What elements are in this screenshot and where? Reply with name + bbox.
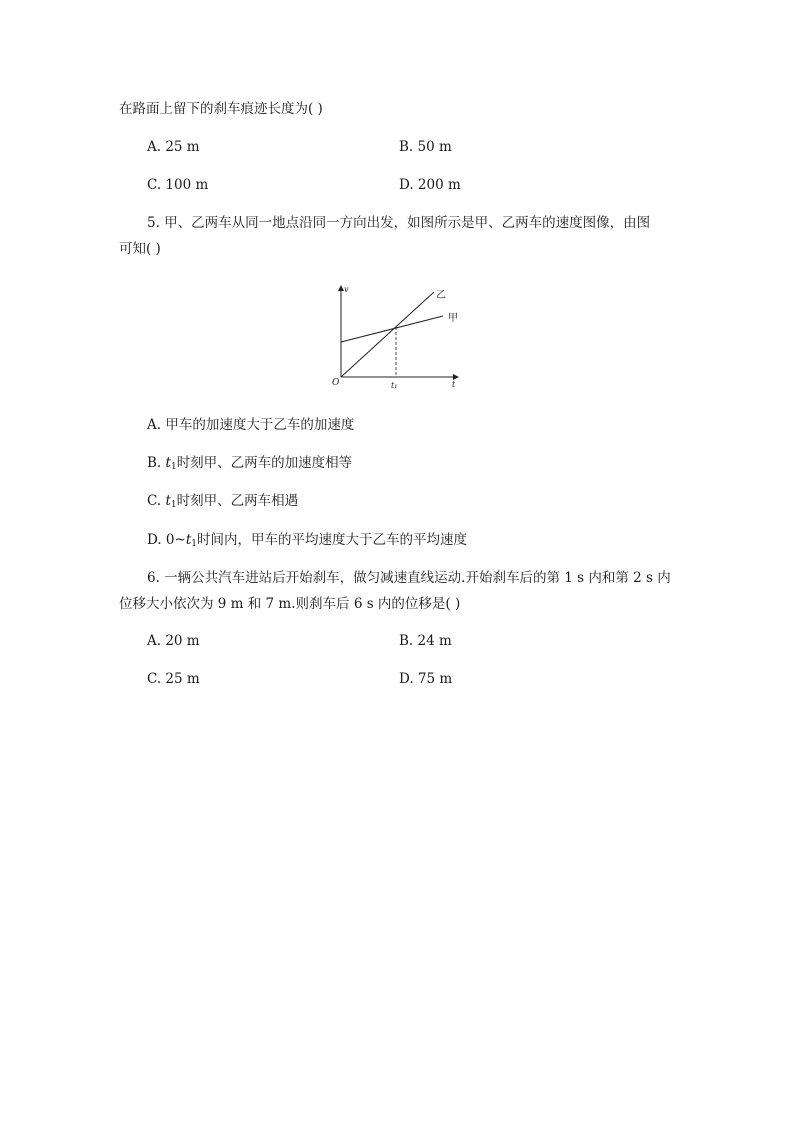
q4-option-a[interactable]: A. 25 m — [147, 139, 200, 155]
q4-option-d[interactable]: D. 200 m — [399, 177, 461, 193]
v-axis-label: v — [344, 285, 349, 294]
t1-symbol: t — [165, 493, 171, 509]
t1-label: t₁ — [391, 381, 398, 390]
line-jia-label: 甲 — [448, 313, 458, 324]
q5-option-c[interactable] — [147, 491, 298, 515]
q5-stem-line2: 可知( ) — [119, 241, 161, 257]
t-axis-label: t — [452, 380, 456, 389]
q4-option-b[interactable]: B. 50 m — [399, 139, 452, 155]
q6-stem-line1: 6. 一辆公共汽车进站后开始刹车，做匀减速直线运动.开始刹车后的第 1 s 内和第 2 s 内 — [147, 570, 671, 586]
q4-option-c[interactable]: C. 100 m — [147, 177, 209, 193]
q4-stem-end: 在路面上留下的刹车痕迹长度为( ) — [119, 101, 323, 117]
option-text: 时刻甲、乙两车相遇 — [176, 493, 299, 509]
option-prefix: B. — [147, 455, 166, 471]
q5-option-d[interactable] — [147, 530, 467, 554]
velocity-time-graph — [330, 282, 465, 390]
option-prefix: C. — [147, 493, 166, 509]
t1-subscript: 1 — [191, 539, 197, 549]
t1-symbol: t — [165, 455, 171, 471]
q6-option-b[interactable]: B. 24 m — [399, 633, 452, 649]
line-yi-label: 乙 — [436, 290, 446, 301]
line-jia — [341, 316, 443, 342]
q5-stem-line1: 5. 甲、乙两车从同一地点沿同一方向出发，如图所示是甲、乙两车的速度图像，由图 — [147, 215, 651, 231]
t1-symbol: t — [185, 532, 192, 548]
line-yi — [341, 292, 434, 377]
q6-stem-line2: 位移大小依次为 9 m 和 7 m.则刹车后 6 s 内的位移是( ) — [119, 596, 461, 612]
q6-option-c[interactable]: C. 25 m — [147, 671, 200, 687]
q5-option-a[interactable]: A. 甲车的加速度大于乙车的加速度 — [147, 417, 355, 433]
q6-option-a[interactable]: A. 20 m — [147, 633, 200, 649]
t1-subscript: 1 — [170, 500, 177, 510]
option-text: 时刻甲、乙两车的加速度相等 — [176, 455, 353, 471]
origin-label: O — [332, 378, 340, 388]
t1-subscript: 1 — [170, 462, 177, 472]
q5-option-b[interactable] — [147, 453, 352, 477]
option-prefix: D. 0~ — [147, 532, 186, 548]
option-text: 时间内，甲车的平均速度大于乙车的平均速度 — [197, 532, 467, 548]
q6-option-d[interactable]: D. 75 m — [399, 671, 453, 687]
